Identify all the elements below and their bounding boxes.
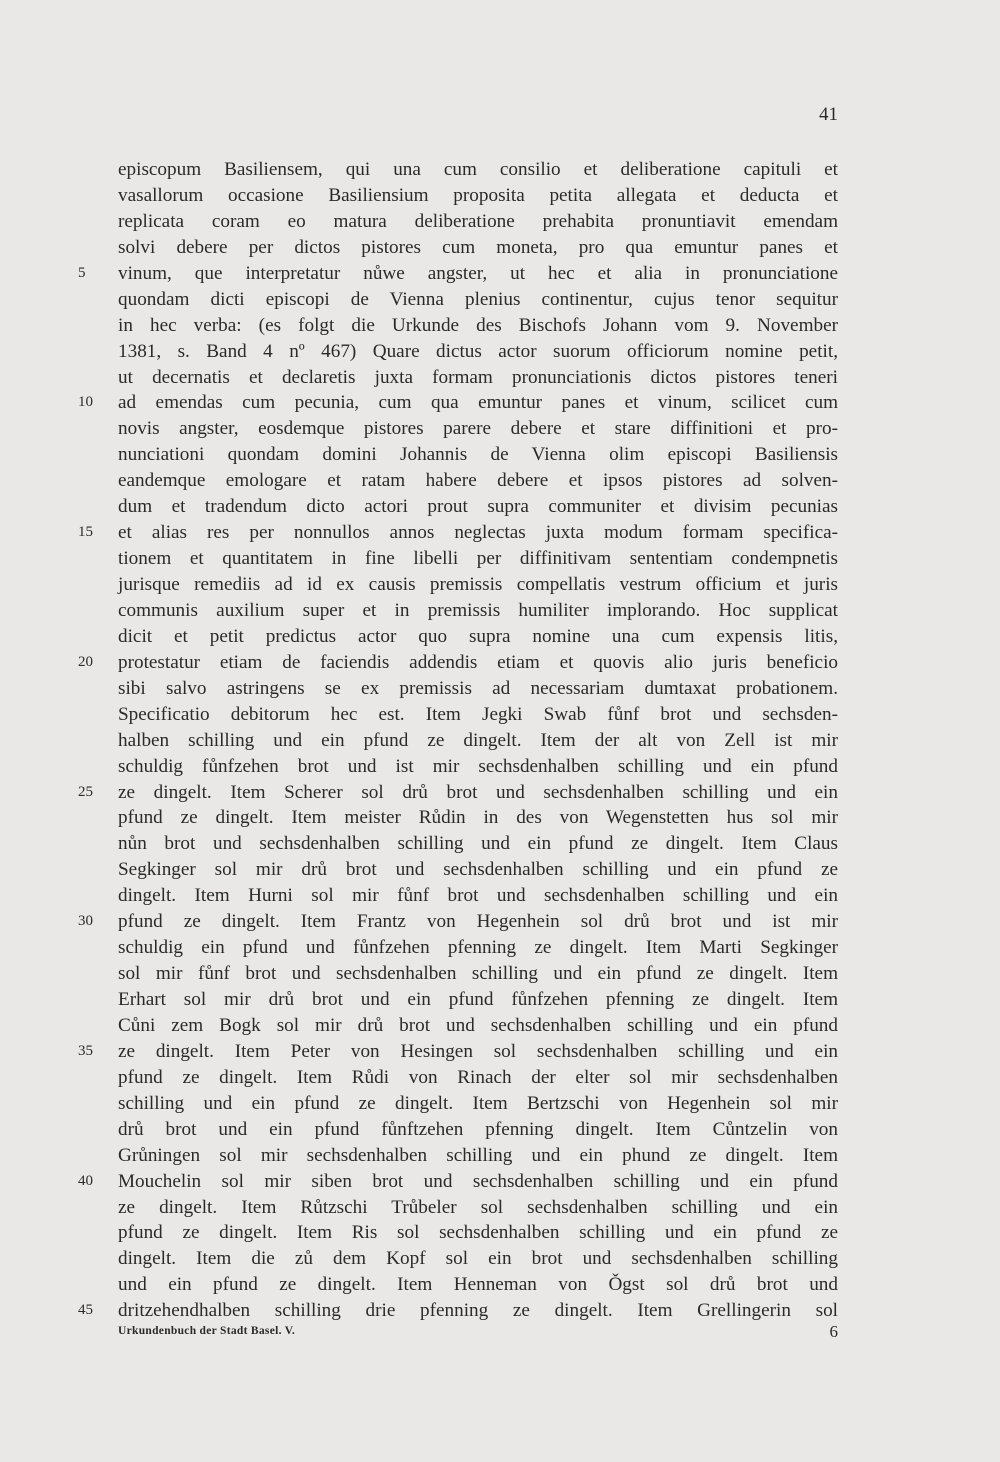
text-line-24: schuldig fůnfzehen brot und ist mir sechsdenhalben schilling und ein pfund [118,755,838,777]
text-line-12: nunciationi quondam domini Johannis de Vienna olim episcopi Basiliensis [118,444,838,466]
text-line-22: Specificatio debitorum hec est. Item Jegki Swab fůnf brot und sechsden- [118,703,838,725]
footer-title: Urkundenbuch der Stadt Basel. V. [118,1325,296,1337]
text-line-16: tionem et quantitatem in fine libelli per diffinitivam sententiam condempnetis [118,548,838,570]
page-number: 41 [819,104,838,125]
line-number: 20 [78,653,93,670]
text-line-32: sol mir fůnf brot und sechsdenhalben schilling und ein pfund ze dingelt. Item [118,963,838,985]
text-line-10: 10 ad emendas cum pecunia, cum qua emuntur panes et vinum, scilicet cum [118,390,838,416]
line-number: 35 [78,1042,93,1059]
text-line-36: pfund ze dingelt. Item Růdi von Rinach der elter sol mir sechsdenhalben [118,1066,838,1088]
text-line-3: replicata coram eo matura deliberatione prehabita pronuntiavit emendam [118,210,838,232]
line-number: 45 [78,1302,93,1319]
text-line-44: und ein pfund ze dingelt. Item Henneman von Ǒgst sol drů brot und [118,1274,838,1296]
text-line-5: 5 vinum, que interpretatur nůwe angster, ut hec et alia in pronunciatione [118,261,838,287]
text-line-42: pfund ze dingelt. Item Ris sol sechsdenhalben schilling und ein pfund ze [118,1222,838,1244]
text-line-17: jurisque remediis ad id ex causis premissis compellatis vestrum officium et juris [118,574,838,595]
text-line-40: 40 Mouchelin sol mir siben brot und sechsdenhalben schilling und ein pfund [118,1169,838,1195]
text-line-29: dingelt. Item Hurni sol mir fůnf brot und sechsdenhalben schilling und ein [118,885,838,907]
body-text [78,157,838,1324]
text-line-34: Cůni zem Bogk sol mir drů brot und sechsdenhalben schilling und ein pfund [118,1014,838,1036]
text-line-43: dingelt. Item die zů dem Kopf sol ein brot und sechsdenhalben schilling [118,1248,838,1270]
text-line-23: halben schilling und ein pfund ze dingelt. Item der alt von Zell ist mir [118,729,838,751]
text-line-2: vasallorum occasione Basiliensium proposita petita allegata et deducta et [118,184,838,206]
text-line-31: schuldig ein pfund und fůnfzehen pfenning ze dingelt. Item Marti Segkinger [118,937,838,959]
text-line-13: eandemque emologare et ratam habere debere et ipsos pistores ad solven- [118,470,838,492]
line-number: 30 [78,913,93,930]
text-line-41: ze dingelt. Item Růtzschi Trůbeler sol sechsdenhalben schilling und ein [118,1196,838,1218]
text-line-37: schilling und ein pfund ze dingelt. Item Bertzschi von Hegenhein sol mir [118,1092,838,1114]
text-line-14: dum et tradendum dicto actori prout supra communiter et divisim pecunias [118,496,838,518]
text-line-26: pfund ze dingelt. Item meister Růdin in des von Wegenstetten hus sol mir [118,807,838,829]
text-line-38: drů brot und ein pfund fůnftzehen pfenning dingelt. Item Cůntzelin von [118,1118,838,1140]
text-line-8: 1381, s. Band 4 nº 467) Quare dictus actor suorum officiorum nomine petit, [118,340,838,362]
text-line-39: Grůningen sol mir sechsdenhalben schilling und ein phund ze dingelt. Item [118,1144,838,1166]
text-line-25: 25 ze dingelt. Item Scherer sol drů brot und sechsdenhalben schilling und ein [118,780,838,806]
text-line-35: 35 ze dingelt. Item Peter von Hesingen sol sechsdenhalben schilling und ein [118,1039,838,1065]
line-number: 5 [78,264,86,281]
text-line-21: sibi salvo astringens se ex premissis ad necessariam dumtaxat probationem. [118,677,838,699]
line-number: 40 [78,1172,93,1189]
text-line-27: nůn brot und sechsdenhalben schilling und ein pfund ze dingelt. Item Claus [118,833,838,855]
text-line-33: Erhart sol mir drů brot und ein pfund fůnfzehen pfenning ze dingelt. Item [118,989,838,1010]
text-line-9: ut decernatis et declaretis juxta formam pronunciationis dictos pistores teneri [118,366,838,388]
text-line-45: 45 dritzehendhalben schilling drie pfenning ze dingelt. Item Grellingerin sol [118,1298,838,1324]
text-line-20: 20 protestatur etiam de faciendis addendis etiam et quovis alio juris beneficio [118,650,838,676]
line-number: 25 [78,783,93,800]
text-line-7: in hec verba: (es folgt die Urkunde des Bischofs Johann vom 9. November [118,314,838,336]
text-line-11: novis angster, eosdemque pistores parere debere et stare diffinitioni et pro- [118,418,838,440]
text-line-18: communis auxilium super et in premissis humiliter implorando. Hoc supplicat [118,599,838,621]
text-line-4: solvi debere per dictos pistores cum moneta, pro qua emuntur panes et [118,236,838,258]
text-line-15: 15 et alias res per nonnullos annos neglectas juxta modum formam specifica- [118,520,838,546]
line-number: 10 [78,394,93,411]
text-line-30: 30 pfund ze dingelt. Item Frantz von Hegenhein sol drů brot und ist mir [118,909,838,935]
line-number: 15 [78,524,93,541]
text-line-28: Segkinger sol mir drů brot und sechsdenhalben schilling und ein pfund ze [118,859,838,881]
text-line-6: quondam dicti episcopi de Vienna plenius continentur, cujus tenor sequitur [118,288,838,310]
text-line-19: dicit et petit predictus actor quo supra nomine una cum expensis litis, [118,625,838,647]
text-line-1: episcopum Basiliensem, qui una cum consilio et deliberatione capituli et [118,159,838,180]
footer-signature: 6 [829,1322,838,1341]
